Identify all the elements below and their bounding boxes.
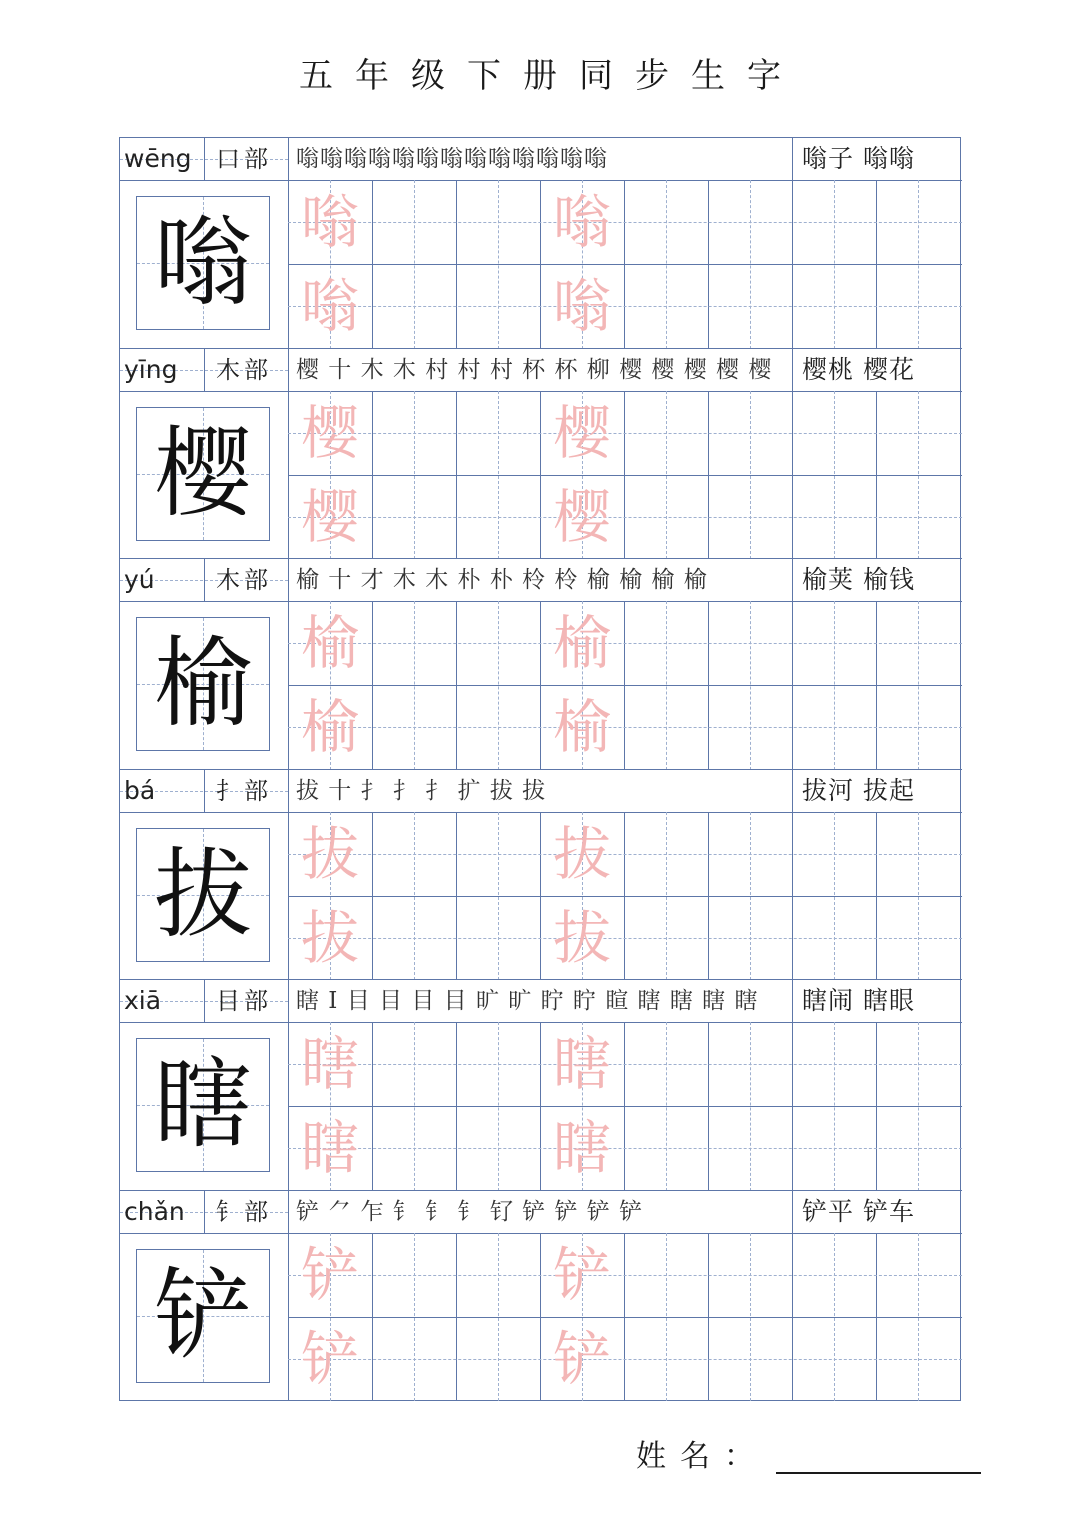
cell-border bbox=[372, 812, 373, 981]
cell-guide-v bbox=[498, 1233, 499, 1402]
cell-guide-v bbox=[750, 601, 751, 770]
cell-border bbox=[792, 180, 793, 349]
cell-guide-v bbox=[834, 1233, 835, 1402]
header-separator bbox=[204, 349, 205, 391]
cell-guide-v bbox=[834, 601, 835, 770]
model-character-box bbox=[136, 407, 270, 541]
cell-guide-h bbox=[288, 1148, 962, 1149]
pinyin-label: bá bbox=[124, 775, 156, 805]
model-character: 榆 bbox=[153, 627, 252, 741]
radical-label: 扌部 bbox=[216, 776, 272, 805]
header-separator bbox=[204, 980, 205, 1022]
example-words: 榆荚 榆钱 bbox=[802, 565, 915, 594]
header-separator bbox=[204, 559, 205, 601]
cell-guide-v bbox=[834, 812, 835, 981]
cell-guide-h bbox=[288, 1064, 962, 1065]
cell-guide-v bbox=[414, 1233, 415, 1402]
row-divider bbox=[288, 264, 962, 265]
trace-character: 嗡 bbox=[300, 188, 359, 256]
header-separator bbox=[792, 349, 793, 391]
cell-border bbox=[624, 601, 625, 770]
cell-guide-v bbox=[918, 1233, 919, 1402]
cell-border bbox=[456, 1022, 457, 1191]
model-character-box bbox=[136, 1249, 270, 1383]
cell-guide-h bbox=[288, 643, 962, 644]
cell-guide-v bbox=[666, 601, 667, 770]
cell-guide-v bbox=[750, 1233, 751, 1402]
trace-character: 嗡 bbox=[552, 272, 611, 340]
trace-character: 瞎 bbox=[300, 1114, 359, 1182]
trace-character: 铲 bbox=[300, 1240, 359, 1309]
character-block bbox=[120, 138, 962, 348]
cell-border bbox=[456, 180, 457, 349]
row-divider bbox=[288, 896, 962, 897]
example-words: 嗡子 嗡嗡 bbox=[802, 144, 915, 173]
cell-guide-v bbox=[750, 180, 751, 349]
model-character: 拔 bbox=[153, 837, 252, 952]
cell-guide-h bbox=[288, 1275, 962, 1276]
name-blank[interactable] bbox=[776, 1442, 981, 1474]
cell-guide-v bbox=[498, 601, 499, 770]
cell-guide-v bbox=[918, 1022, 919, 1191]
pinyin-label: wēng bbox=[124, 144, 192, 173]
trace-character: 瞎 bbox=[552, 1030, 611, 1098]
cell-border bbox=[708, 812, 709, 981]
trace-character: 榆 bbox=[300, 609, 359, 677]
cell-border bbox=[708, 1233, 709, 1402]
cell-guide-v bbox=[666, 1233, 667, 1402]
cell-guide-h bbox=[288, 1359, 962, 1360]
trace-character: 铲 bbox=[552, 1240, 611, 1309]
trace-character: 拔 bbox=[552, 819, 611, 888]
character-block bbox=[120, 1191, 962, 1401]
cell-guide-v bbox=[498, 1022, 499, 1191]
trace-character: 樱 bbox=[552, 398, 611, 467]
cell-guide-v bbox=[750, 812, 751, 981]
cell-border bbox=[876, 180, 877, 349]
stroke-order: 嗡嗡嗡嗡嗡嗡嗡嗡嗡嗡嗡嗡嗡 bbox=[296, 146, 608, 172]
model-character-box bbox=[136, 1038, 270, 1172]
header-separator bbox=[792, 138, 793, 180]
trace-character: 嗡 bbox=[552, 188, 611, 256]
example-words: 拔河 拔起 bbox=[802, 775, 915, 805]
cell-guide-v bbox=[834, 391, 835, 560]
radical-label: 钅部 bbox=[216, 1197, 272, 1226]
cell-border bbox=[792, 1233, 793, 1402]
cell-guide-v bbox=[414, 812, 415, 981]
stroke-order: 榆 十 才 木 木 朴 朴 柃 柃 榆 榆 榆 榆 bbox=[296, 567, 708, 593]
character-block bbox=[120, 559, 962, 769]
cell-border bbox=[372, 1233, 373, 1402]
cell-guide-v bbox=[918, 601, 919, 770]
cell-border bbox=[708, 1022, 709, 1191]
cell-border bbox=[456, 812, 457, 981]
cell-guide-v bbox=[414, 391, 415, 560]
cell-guide-v bbox=[834, 180, 835, 349]
practice-grid bbox=[119, 137, 961, 1401]
cell-guide-v bbox=[666, 1022, 667, 1191]
header-separator bbox=[792, 980, 793, 1022]
cell-border bbox=[372, 1022, 373, 1191]
pinyin-label: yú bbox=[124, 565, 155, 594]
trace-character: 铲 bbox=[300, 1324, 359, 1393]
trace-character: 拔 bbox=[552, 903, 611, 972]
cell-guide-v bbox=[750, 391, 751, 560]
header-separator bbox=[204, 1191, 205, 1233]
cell-guide-v bbox=[918, 812, 919, 981]
cell-border bbox=[708, 180, 709, 349]
cell-border bbox=[876, 391, 877, 560]
model-character-box bbox=[136, 828, 270, 962]
cell-border bbox=[792, 812, 793, 981]
row-divider bbox=[288, 685, 962, 686]
cell-guide-v bbox=[666, 391, 667, 560]
stroke-order: 铲 ⺈ 乍 钅 钅 钅 钌 铲 铲 铲 铲 bbox=[296, 1198, 644, 1225]
radical-label: 木部 bbox=[216, 355, 272, 384]
model-character-box bbox=[136, 617, 270, 751]
example-words: 樱桃 樱花 bbox=[802, 354, 915, 384]
cell-border bbox=[876, 1022, 877, 1191]
model-character: 铲 bbox=[153, 1258, 252, 1373]
pinyin-label: xiā bbox=[124, 986, 162, 1015]
cell-border bbox=[792, 391, 793, 560]
cell-guide-v bbox=[666, 180, 667, 349]
trace-character: 瞎 bbox=[552, 1114, 611, 1182]
example-words: 铲平 铲车 bbox=[802, 1196, 915, 1226]
trace-character: 瞎 bbox=[300, 1030, 359, 1098]
trace-character: 拔 bbox=[300, 903, 359, 972]
cell-border bbox=[792, 601, 793, 770]
pinyin-label: yīng bbox=[124, 354, 178, 384]
cell-guide-v bbox=[414, 601, 415, 770]
trace-character: 榆 bbox=[300, 693, 359, 761]
cell-border bbox=[624, 180, 625, 349]
cell-guide-h bbox=[288, 222, 962, 223]
cell-border bbox=[708, 391, 709, 560]
cell-guide-v bbox=[414, 180, 415, 349]
cell-border bbox=[708, 601, 709, 770]
header-separator bbox=[792, 1191, 793, 1233]
model-character: 嗡 bbox=[153, 206, 252, 320]
trace-character: 樱 bbox=[300, 482, 359, 551]
cell-border bbox=[372, 180, 373, 349]
cell-border bbox=[792, 1022, 793, 1191]
stroke-order: 樱 十 木 木 村 村 村 杯 杯 柳 樱 樱 樱 樱 樱 bbox=[296, 356, 773, 383]
name-label: 姓名： bbox=[636, 1439, 768, 1474]
cell-guide-v bbox=[918, 391, 919, 560]
name-field[interactable] bbox=[636, 1432, 981, 1482]
cell-border bbox=[456, 391, 457, 560]
cell-guide-h bbox=[288, 433, 962, 434]
model-character: 樱 bbox=[153, 416, 252, 531]
cell-guide-v bbox=[498, 180, 499, 349]
header-separator bbox=[792, 770, 793, 812]
radical-label: 目部 bbox=[216, 987, 272, 1015]
trace-character: 樱 bbox=[552, 482, 611, 551]
trace-character: 嗡 bbox=[300, 272, 359, 340]
cell-guide-v bbox=[414, 1022, 415, 1191]
row-divider bbox=[288, 1317, 962, 1318]
cell-guide-h bbox=[288, 854, 962, 855]
stroke-order: 瞎 Ⅰ 目 目 目 目 旷 旷 眝 眝 睻 瞎 瞎 瞎 瞎 bbox=[296, 988, 759, 1014]
trace-character: 樱 bbox=[300, 398, 359, 467]
trace-character: 榆 bbox=[552, 693, 611, 761]
cell-border bbox=[624, 812, 625, 981]
header-separator bbox=[204, 770, 205, 812]
model-character: 瞎 bbox=[153, 1048, 252, 1162]
character-block bbox=[120, 349, 962, 559]
cell-border bbox=[876, 812, 877, 981]
example-words: 瞎闹 瞎眼 bbox=[802, 986, 915, 1015]
trace-character: 榆 bbox=[552, 609, 611, 677]
stroke-order: 拔 十 扌 扌 扌 扩 拔 拔 bbox=[296, 777, 547, 804]
cell-guide-v bbox=[666, 812, 667, 981]
cell-border bbox=[372, 601, 373, 770]
cell-border bbox=[876, 601, 877, 770]
model-character-box bbox=[136, 196, 270, 330]
cell-guide-v bbox=[918, 180, 919, 349]
cell-guide-v bbox=[834, 1022, 835, 1191]
cell-guide-v bbox=[498, 812, 499, 981]
cell-border bbox=[456, 601, 457, 770]
cell-guide-h bbox=[288, 938, 962, 939]
cell-guide-h bbox=[288, 727, 962, 728]
header-separator bbox=[204, 138, 205, 180]
cell-guide-v bbox=[750, 1022, 751, 1191]
character-block bbox=[120, 770, 962, 980]
cell-border bbox=[372, 391, 373, 560]
radical-label: 口部 bbox=[216, 145, 272, 173]
cell-guide-h bbox=[288, 306, 962, 307]
cell-border bbox=[456, 1233, 457, 1402]
trace-character: 拔 bbox=[300, 819, 359, 888]
trace-character: 铲 bbox=[552, 1324, 611, 1393]
radical-label: 木部 bbox=[216, 566, 272, 594]
row-divider bbox=[288, 475, 962, 476]
cell-border bbox=[624, 1022, 625, 1191]
cell-guide-v bbox=[498, 391, 499, 560]
cell-border bbox=[876, 1233, 877, 1402]
page-title: 五年级下册同步生字 bbox=[299, 56, 803, 96]
cell-border bbox=[624, 391, 625, 560]
cell-border bbox=[624, 1233, 625, 1402]
header-separator bbox=[792, 559, 793, 601]
row-divider bbox=[288, 1106, 962, 1107]
cell-guide-h bbox=[288, 517, 962, 518]
pinyin-label: chǎn bbox=[124, 1196, 185, 1226]
character-block bbox=[120, 980, 962, 1190]
